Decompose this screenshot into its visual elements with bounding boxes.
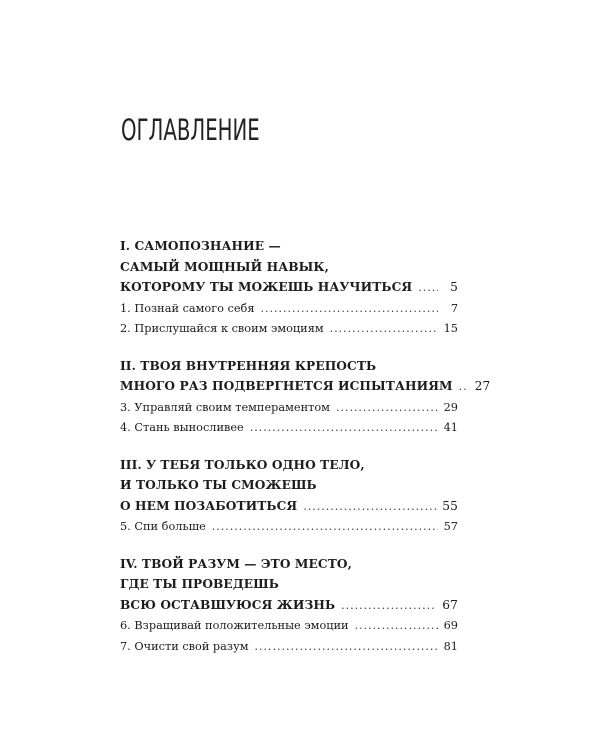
page-number: 7 [450,301,458,315]
dot-leader [341,596,436,617]
toc-entry-chapter-1[interactable] [120,299,458,320]
chapter-title: 5. Спи больше [120,520,206,533]
page-title: ОГЛАВЛЕНИЕ [121,113,260,147]
toc-entry-chapter-7[interactable] [120,637,458,658]
toc-entry-section-1[interactable] [120,277,458,299]
toc-section-3 [120,455,458,538]
dot-leader [355,616,438,637]
dot-leader [459,377,469,398]
chapter-title: 1. Познай самого себя [120,301,255,315]
toc-entry-section-3[interactable] [120,496,458,518]
toc-entry-chapter-5[interactable] [120,517,458,538]
chapter-title: 7. Очисти свой разум [120,639,249,653]
table-of-contents [120,236,491,673]
chapter-title: 6. Взращивай положительные эмоции [120,619,349,632]
page-number: 29 [443,400,458,414]
section-title-line: И ТОЛЬКО ТЫ СМОЖЕШЬ [120,478,317,492]
dot-leader [255,637,438,658]
section-title-line: III. У ТЕБЯ ТОЛЬКО ОДНО ТЕЛО, [120,457,365,472]
page-number: 27 [474,379,491,393]
toc-section-4 [120,554,458,658]
page-number: 81 [443,639,458,653]
dot-leader [418,278,438,299]
page-number: 57 [443,520,458,533]
section-title-last-line: КОТОРОМУ ТЫ МОЖЕШЬ НАУЧИТЬСЯ [120,280,413,294]
dot-leader [303,497,436,518]
toc-entry-section-2[interactable] [120,376,491,398]
section-title-last-line: МНОГО РАЗ ПОДВЕРГНЕТСЯ ИСПЫТАНИЯМ [120,379,453,393]
chapter-title: 2. Прислушайся к своим эмоциям [120,322,324,335]
dot-leader [212,517,438,538]
section-title-line: САМЫЙ МОЩНЫЙ НАВЫК, [120,259,329,274]
section-title-line: I. САМОПОЗНАНИЕ — [120,239,281,253]
chapter-title: 4. Стань выносливее [120,421,244,434]
toc-entry-chapter-2[interactable] [120,319,458,340]
page-number: 5 [450,280,458,294]
section-title-last-line: О НЕМ ПОЗАБОТИТЬСЯ [120,498,298,513]
page-number: 69 [443,619,458,632]
page-number: 15 [443,322,458,335]
toc-section-2 [120,356,491,439]
section-title-line: ГДЕ ТЫ ПРОВЕДЕШЬ [120,577,279,591]
dot-leader [330,319,438,340]
chapter-title: 3. Управляй своим темпераментом [120,400,330,414]
dot-leader [260,299,438,320]
dot-leader [250,418,438,439]
section-title-last-line: ВСЮ ОСТАВШУЮСЯ ЖИЗНЬ [120,597,336,612]
toc-entry-chapter-3[interactable] [120,398,458,419]
page-number: 67 [442,597,458,612]
section-title-line: IV. ТВОЙ РАЗУМ — ЭТО МЕСТО, [120,556,352,571]
page-number: 41 [443,421,458,434]
dot-leader [336,398,438,419]
section-title-line: II. ТВОЯ ВНУТРЕННЯЯ КРЕПОСТЬ [120,358,377,373]
toc-entry-chapter-4[interactable] [120,418,458,439]
toc-entry-chapter-6[interactable] [120,616,458,637]
page-number: 55 [442,498,458,513]
toc-entry-section-4[interactable] [120,595,458,617]
toc-section-1 [120,236,458,340]
